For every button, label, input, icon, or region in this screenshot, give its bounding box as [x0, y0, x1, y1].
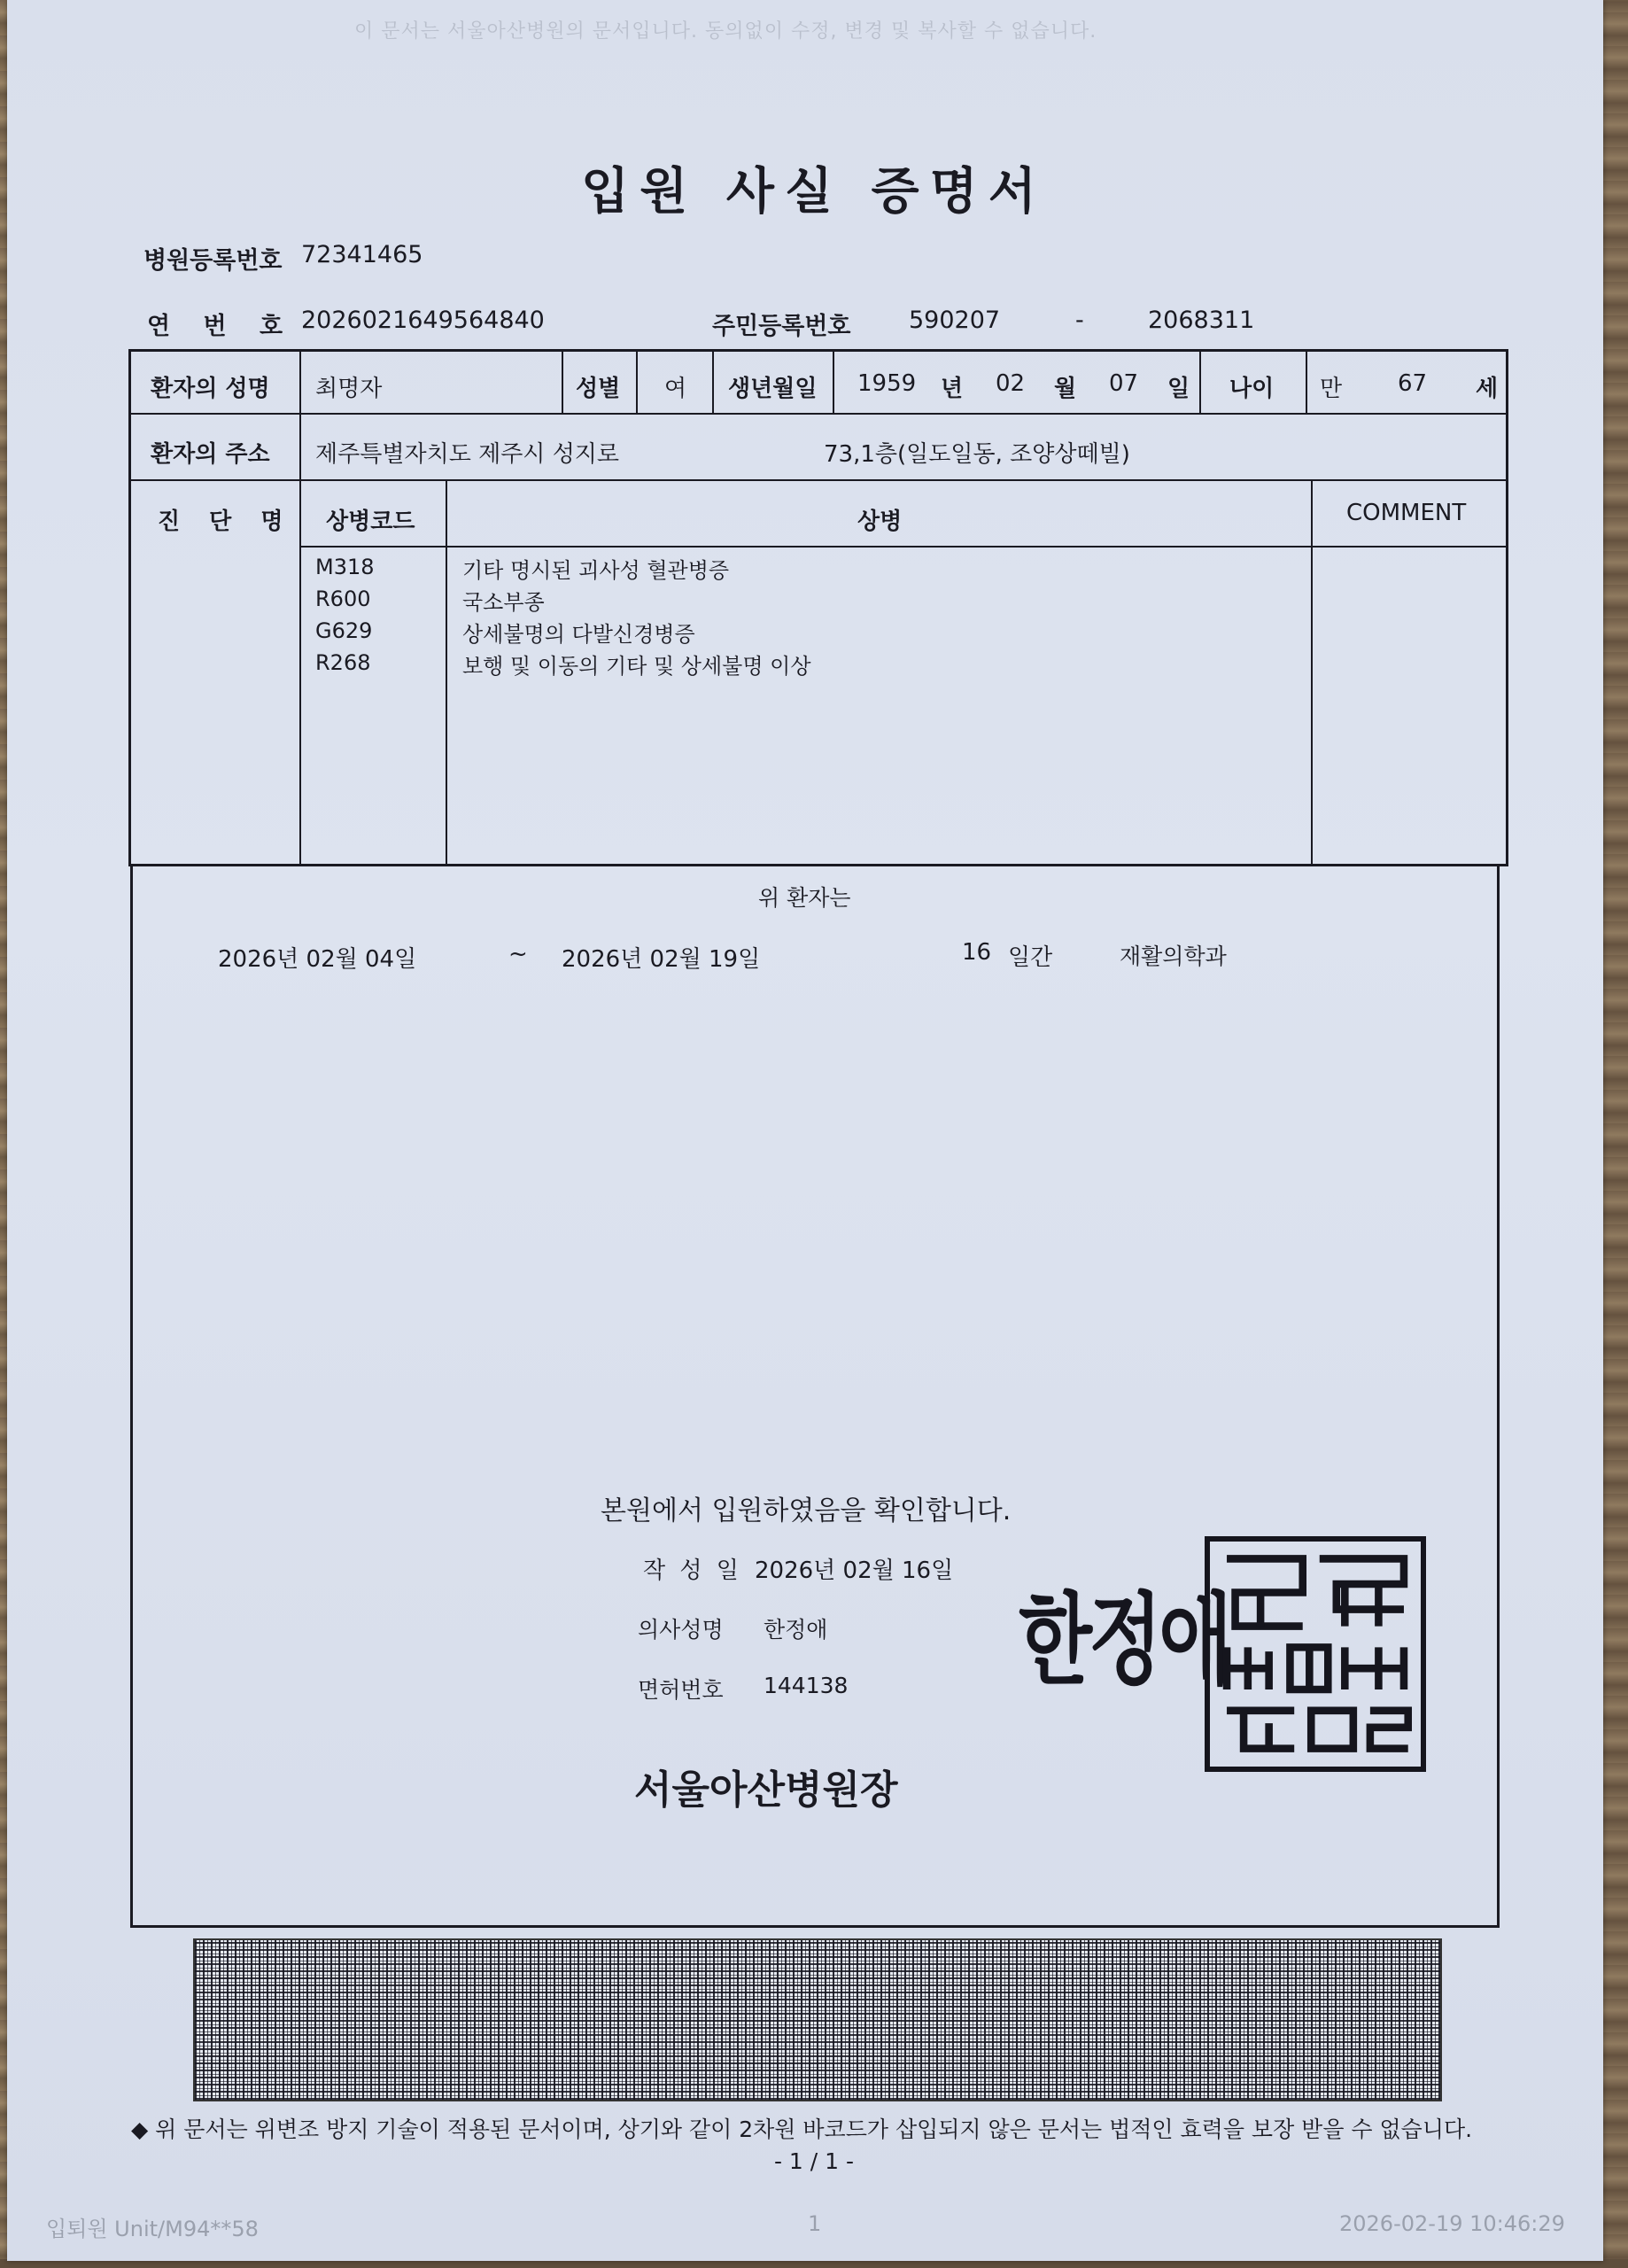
comment-header: COMMENT [1346, 500, 1467, 526]
copy-protection-note: 이 문서는 서울아산병원의 문서입니다. 동의없이 수정, 변경 및 복사할 수 없습니다. [354, 20, 1097, 43]
month-unit: 월 [1054, 376, 1077, 402]
serial-value: 2026021649564840 [301, 307, 545, 334]
license-label: 면허번호 [638, 1677, 724, 1703]
birth-day: 07 [1109, 370, 1139, 397]
table-rule [299, 546, 1508, 548]
doctor-name: 한정애 [764, 1617, 828, 1643]
table-rule [128, 413, 1508, 415]
name-label: 환자의 성명 [151, 376, 270, 402]
diagnosis-name: 상세불명의 다발신경병증 [462, 622, 695, 647]
diagnosis-code: G629 [315, 618, 373, 643]
document-title: 입원 사실 증명서 [581, 163, 1047, 221]
address-label: 환자의 주소 [151, 441, 270, 468]
license-number: 144138 [764, 1673, 849, 1698]
age-prefix: 만 [1320, 376, 1343, 402]
table-col-rule [833, 349, 834, 413]
year-unit: 년 [941, 376, 964, 402]
admission-start: 2026년 02월 04일 [218, 946, 417, 973]
resident-reg-label: 주민등록번호 [712, 313, 851, 340]
birth-label: 생년월일 [728, 376, 818, 402]
table-col-rule [636, 349, 638, 413]
hospital-reg-value: 72341465 [301, 241, 423, 268]
age-label: 나이 [1229, 376, 1275, 402]
page-number: - 1 / 1 - [773, 2148, 855, 2174]
admission-days: 16 [962, 939, 992, 966]
admission-days-unit: 일간 [1008, 944, 1053, 971]
doctor-label: 의사성명 [638, 1617, 724, 1643]
admission-tilde: ~ [508, 941, 528, 967]
confirmation-statement: 본원에서 입원하였음을 확인합니다. [601, 1495, 1012, 1526]
table-col-rule [299, 349, 301, 866]
table-col-rule [1199, 349, 1201, 413]
diagnosis-code: M318 [315, 555, 375, 579]
diagnosis-name: 기타 명시된 괴사성 혈관병증 [462, 558, 730, 583]
department: 재활의학과 [1120, 944, 1227, 969]
seal-graphic [1210, 1542, 1421, 1767]
2d-barcode [193, 1938, 1442, 2101]
code-header: 상병코드 [326, 509, 415, 535]
issue-date-label: 작 성 일 [643, 1557, 742, 1584]
day-unit: 일 [1167, 376, 1190, 402]
issue-date-value: 2026년 02월 16일 [755, 1557, 954, 1584]
address-detail: 73,1층(일도일동, 조양상떼빌) [824, 441, 1130, 468]
resident-dash: - [1075, 307, 1084, 334]
table-col-rule [562, 349, 563, 413]
diagnosis-name: 보행 및 이동의 기타 및 상세불명 이상 [462, 654, 811, 679]
patient-sex: 여 [664, 376, 687, 402]
print-count: 1 [808, 2211, 822, 2236]
table-col-rule [1311, 479, 1313, 866]
patient-age: 67 [1398, 370, 1428, 397]
diagnosis-name: 국소부종 [462, 590, 545, 615]
print-timestamp: 2026-02-19 10:46:29 [1339, 2211, 1565, 2236]
diagnosis-code: R600 [315, 586, 371, 611]
patient-name: 최명자 [315, 376, 383, 402]
diagnosis-code: R268 [315, 650, 371, 675]
table-col-rule [446, 479, 447, 866]
admission-intro: 위 환자는 [758, 885, 851, 911]
resident-back: 2068311 [1148, 307, 1255, 334]
birth-month: 02 [996, 370, 1026, 397]
age-unit: 세 [1476, 376, 1499, 402]
table-col-rule [1306, 349, 1307, 413]
birth-year: 1959 [857, 370, 917, 397]
sex-label: 성별 [576, 376, 621, 402]
issuer-title: 서울아산병원장 [634, 1767, 898, 1813]
hospital-seal-icon [1205, 1536, 1426, 1772]
serial-label: 연 번 호 [147, 313, 296, 340]
admission-end: 2026년 02월 19일 [562, 946, 761, 973]
unit-code: 입퇴원 Unit/M94**58 [46, 2217, 259, 2241]
resident-front: 590207 [909, 307, 1001, 334]
footer-legal-note: ◆ 위 문서는 위변조 방지 기술이 적용된 문서이며, 상기와 같이 2차원 바코드가 삽입되지 않은 문서는 법적인 효력을 보장 받을 수 없습니다. [131, 2117, 1473, 2142]
table-col-rule [712, 349, 714, 413]
doctor-signature: 한정애 [1019, 1583, 1229, 1699]
disease-header: 상병 [857, 509, 903, 535]
diagnosis-label: 진 단 명 [158, 509, 294, 535]
address-main: 제주특별자치도 제주시 성지로 [315, 441, 620, 468]
table-rule [128, 479, 1508, 481]
hospital-reg-label: 병원등록번호 [143, 247, 283, 275]
